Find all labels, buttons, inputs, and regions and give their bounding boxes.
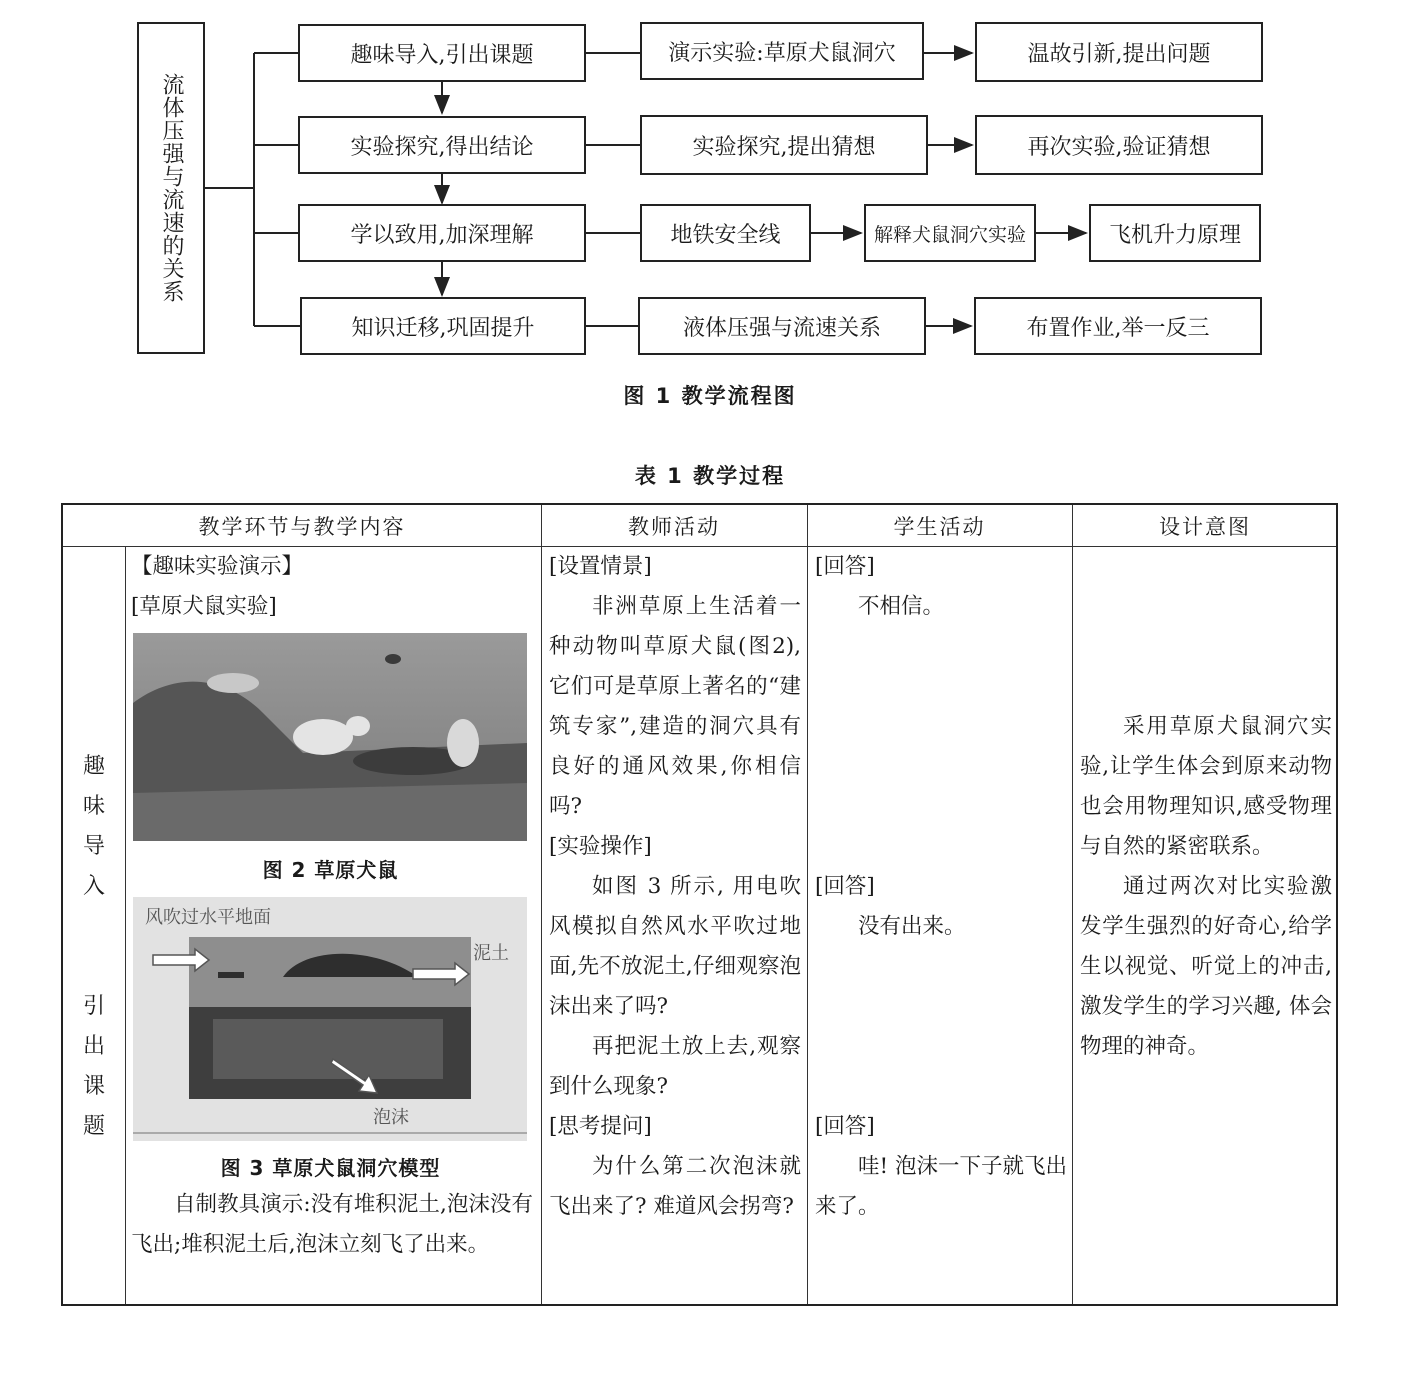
flow-stage-4: 知识迁移,巩固提升 [300,297,586,355]
figure-1-caption: 图 1 教学流程图 [623,384,797,408]
teacher-text-1: 非洲草原上生活着一种动物叫草原犬鼠(图2),它们可是草原上著名的“建筑专家”,建造的洞穴具有良好的通风效果,你相信吗? [549,594,801,819]
header-student: 学生活动 [893,515,986,539]
header-intent: 设计意图 [1159,515,1251,539]
demo-text: 自制教具演示:没有堆积泥土,泡沫没有飞出;堆积泥土后,泡沫立刻飞了出来。 [131,1192,533,1257]
flow-step-2-2: 再次实验,验证猜想 [975,115,1263,175]
student-answer-2: [回答] 没有出来。 [815,874,966,939]
student-answer-1: [回答] 不相信。 [815,554,945,619]
teacher-column [549,547,801,1227]
teacher-label-1: [设置情景] [549,554,652,579]
table-1-title: 表 1 教学过程 [634,464,786,488]
fig3-label-soil: 泥土 [473,943,509,964]
teacher-label-3: [思考提问] [549,1114,652,1139]
flow-stage-1: 趣味导入,引出课题 [298,24,586,82]
intent-paragraph-2: 通过两次对比实验激发学生强烈的好奇心,给学生以视觉、听觉上的冲击, 激发学生的学习兴趣, 体会物理的神奇。 [1080,874,1332,1059]
intent-paragraph-1: 采用草原犬鼠洞穴实验,让学生体会到原来动物也会用物理知识,感受物理与自然的紧密联系。 [1080,714,1332,859]
flow-step-2-1: 实验探究,提出猜想 [640,115,928,175]
flow-step-3-3: 飞机升力原理 [1089,204,1261,262]
flow-step-1-1: 演示实验:草原犬鼠洞穴 [640,22,924,80]
burrow-model-photo [133,897,527,1141]
stage-label: 趣 味 导 入 引 出 课 题 [82,754,105,1139]
fig3-label-wind: 风吹过水平地面 [145,907,271,928]
flow-stage-3: 学以致用,加深理解 [298,204,586,262]
flow-step-4-2: 布置作业,举一反三 [974,297,1262,355]
prairie-dog-photo-illustration [133,633,527,841]
teacher-label-2: [实验操作] [549,834,652,859]
teacher-text-4: 为什么第二次泡沫就飞出来了? 难道风会拐弯? [549,1154,801,1219]
header-teacher: 教师活动 [628,515,720,539]
flow-root-box [137,22,205,354]
intent-column [1080,707,1332,1067]
content-subheading: [草原犬鼠实验] [131,594,277,619]
flow-step-3-1: 地铁安全线 [640,204,811,262]
teaching-process-table [61,503,1338,1306]
figure-3-caption: 图 3 草原犬鼠洞穴模型 [220,1156,441,1180]
figure-2-caption: 图 2 草原犬鼠 [262,858,399,882]
header-content: 教学环节与教学内容 [198,515,406,539]
prairie-dog-photo [133,633,527,841]
flow-step-4-1: 液体压强与流速关系 [638,297,926,355]
student-answer-3: [回答] 哇! 泡沫一下子就飞出来了。 [815,1114,1067,1219]
teacher-text-2: 如图 3 所示, 用电吹风模拟自然风水平吹过地面,先不放泥土,仔细观察泡沫出来了吗? [549,874,801,1019]
content-column [131,547,533,627]
content-heading: 【趣味实验演示】 [131,554,304,579]
burrow-model-illustration [133,897,527,1141]
flow-root-label: 流体压强与流速的关系 [159,73,184,303]
flow-step-1-2: 温故引新,提出问题 [975,22,1263,82]
teacher-text-3: 再把泥土放上去,观察到什么现象? [549,1034,801,1099]
fig3-label-foam: 泡沫 [373,1107,409,1128]
flow-stage-2: 实验探究,得出结论 [298,116,586,174]
flow-step-3-2: 解释犬鼠洞穴实验 [864,204,1036,262]
